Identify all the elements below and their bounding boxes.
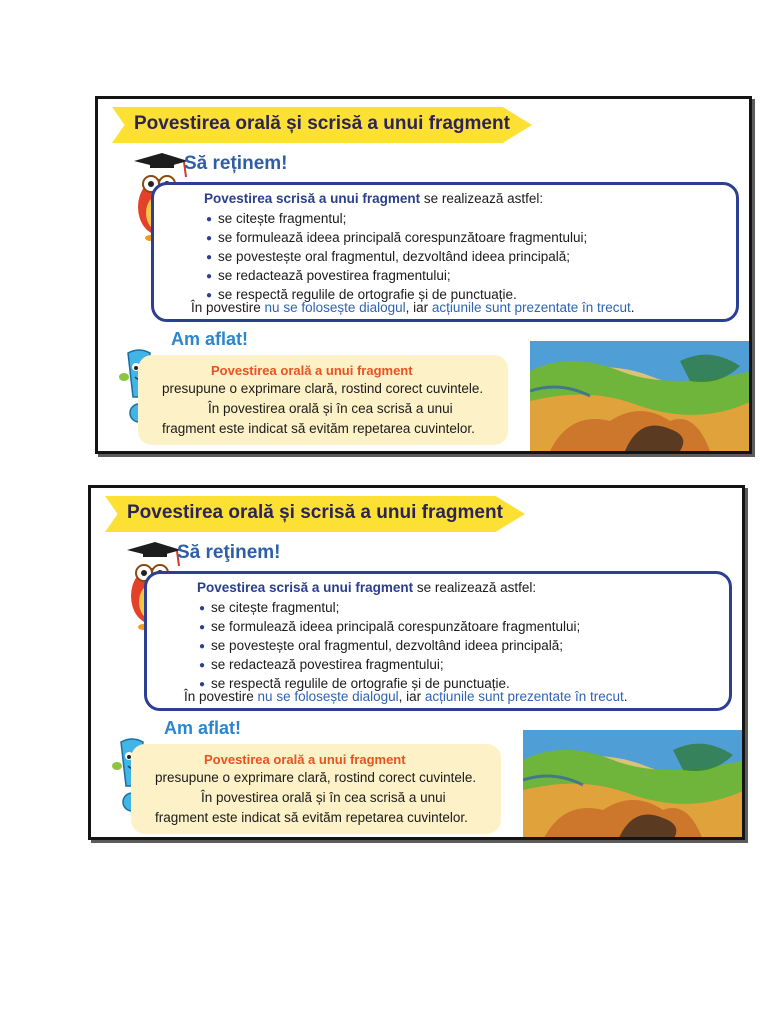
info-line-1: presupune o exprimare clară, rostind corect cuvintele. [155,770,477,785]
rule-item [199,655,580,674]
rule-text: se povestește oral fragmentul, dezvoltând ideea principală; [211,638,564,653]
note-highlight-past: acțiunile sunt prezentate în trecut [424,689,624,704]
lesson-card-1 [95,96,752,454]
rule-text: se redactează povestirea fragmentului; [218,268,451,283]
note-text: În povestire [184,689,258,704]
note-highlight-past: acțiunile sunt prezentate în trecut [431,300,631,315]
info-line-3: fragment este indicat să evităm repetarea cuvintelor. [162,421,475,436]
bullet-dot-icon: ● [199,679,206,690]
rule-item [206,247,587,266]
rules-intro [197,580,536,595]
rule-item [199,617,580,636]
note-highlight-dialog: nu se folosește dialogul [257,689,399,704]
rules-note [191,300,635,315]
info-line-3: fragment este indicat să evităm repetarea cuvintelor. [155,810,468,825]
rule-item [206,209,587,228]
rule-item [206,266,587,285]
note-text: , iar [405,300,432,315]
learned-heading: Am aflat! [164,718,242,738]
painting-illustration [523,730,745,840]
rules-list [206,209,587,304]
rules-intro [204,191,543,206]
remember-heading: Să reţinem! [177,542,281,563]
note-text: . [630,300,635,315]
bullet-dot-icon: ● [206,271,213,282]
bullet-dot-icon: ● [206,252,213,263]
note-text: . [623,689,628,704]
info-line-1: presupune o exprimare clară, rostind corect cuvintele. [162,381,484,396]
rule-item [199,598,580,617]
rule-item [199,636,580,655]
rule-text: se respectă regulile de ortografie și de punctuație. [211,676,510,691]
rules-intro-bold: Povestirea scrisă a unui fragment [197,580,414,595]
rules-intro-rest: se realizează astfel: [420,191,544,206]
rule-text: se povestește oral fragmentul, dezvoltând ideea principală; [218,249,571,264]
card-title: Povestirea orală și scrisă a unui fragment [134,113,510,134]
info-title: Povestirea orală a unui fragment [211,363,413,378]
rule-text: se redactează povestirea fragmentului; [211,657,444,672]
rule-text: se formulează ideea principală corespunzătoare fragmentului; [211,619,581,634]
painting-illustration [530,341,752,451]
lesson-card-2 [88,485,745,840]
bullet-dot-icon: ● [206,233,213,244]
rules-list [199,598,580,693]
rule-item [206,228,587,247]
info-line-2: În povestirea orală și în cea scrisă a unui [208,401,453,416]
remember-heading: Să reținem! [184,153,288,174]
rule-text: se formulează ideea principală corespunzătoare fragmentului; [218,230,588,245]
info-title: Povestirea orală a unui fragment [204,752,406,767]
bullet-dot-icon: ● [199,660,206,671]
rule-text: se respectă regulile de ortografie și de punctuație. [218,287,517,302]
note-text: , iar [398,689,425,704]
rule-text: se citește fragmentul; [211,600,340,615]
info-line-2: În povestirea orală și în cea scrisă a unui [201,790,446,805]
note-text: În povestire [191,300,265,315]
card-title: Povestirea orală și scrisă a unui fragment [127,502,503,523]
learned-heading: Am aflat! [171,329,249,349]
bullet-dot-icon: ● [206,214,213,225]
rules-note [184,689,628,704]
bullet-dot-icon: ● [206,290,213,301]
rules-intro-bold: Povestirea scrisă a unui fragment [204,191,421,206]
bullet-dot-icon: ● [199,622,206,633]
bullet-dot-icon: ● [199,603,206,614]
rules-intro-rest: se realizează astfel: [413,580,537,595]
note-highlight-dialog: nu se folosește dialogul [264,300,406,315]
rule-text: se citește fragmentul; [218,211,347,226]
bullet-dot-icon: ● [199,641,206,652]
